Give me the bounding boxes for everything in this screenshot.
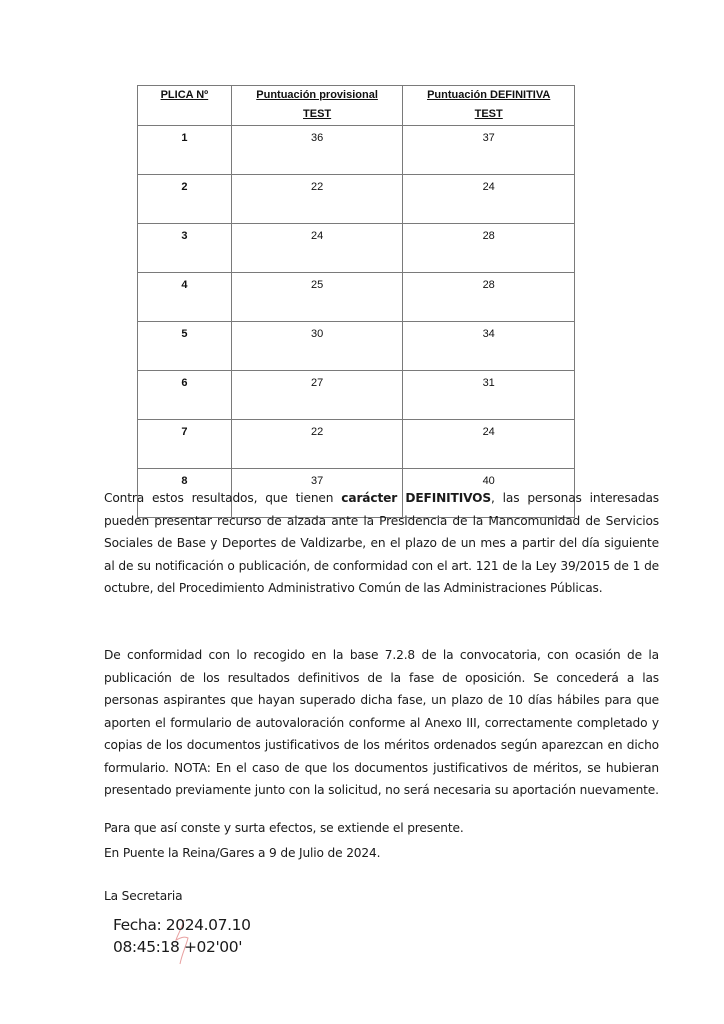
cell-definitiva: 31: [403, 371, 575, 420]
table-row: [138, 273, 575, 322]
table-row: [138, 126, 575, 175]
cell-provisional: 24: [231, 224, 403, 273]
cell-definitiva: 40: [403, 469, 575, 518]
header-definitiva: Puntuación DEFINITIVA TEST: [403, 86, 575, 126]
cell-plica: 6: [138, 371, 232, 420]
cell-provisional: 27: [231, 371, 403, 420]
cell-plica: 1: [138, 126, 232, 175]
digital-signature-stamp: [113, 914, 251, 958]
header-plica: PLICA Nº: [138, 86, 232, 126]
cell-plica: 2: [138, 175, 232, 224]
place-date-line: En Puente la Reina/Gares a 9 de Julio de 2024.: [104, 846, 381, 860]
signature-date: Fecha: 2024.07.10: [113, 916, 251, 934]
appeal-paragraph: Contra estos resultados, que tienen carácter DEFINITIVOS, las personas interesadas pueden presentar recurso de alzada ante la Presidencia de la Mancomunidad de Servicios Sociales de Base y Deportes de Valdizarbe, en el plazo de un mes a partir del día siguiente al de su notificación o publicación, de conformidad con el art. 121 de la Ley 39/2015 de 1 de octubre, del Procedimiento Administrativo Común de las Administraciones Públicas.: [104, 491, 659, 595]
table-row: [138, 224, 575, 273]
cell-plica: 3: [138, 224, 232, 273]
cell-plica: 8: [138, 469, 232, 518]
cell-provisional: 25: [231, 273, 403, 322]
definitive-emphasis: carácter DEFINITIVOS: [341, 491, 491, 505]
cell-definitiva: 28: [403, 224, 575, 273]
cell-plica: 4: [138, 273, 232, 322]
scores-table: [137, 85, 575, 518]
table-row: [138, 371, 575, 420]
cell-plica: 7: [138, 420, 232, 469]
cell-plica: 5: [138, 322, 232, 371]
cell-definitiva: 24: [403, 175, 575, 224]
table-header-row: [138, 86, 575, 126]
cell-definitiva: 34: [403, 322, 575, 371]
header-provisional: Puntuación provisional TEST: [231, 86, 403, 126]
cell-provisional: 30: [231, 322, 403, 371]
cell-definitiva: 37: [403, 126, 575, 175]
table-row: [138, 322, 575, 371]
merits-paragraph: De conformidad con lo recogido en la base 7.2.8 de la convocatoria, con ocasión de la publicación de los resultados definitivos de la fase de oposición. Se concederá a las personas aspirantes que hayan superado dicha fase, un plazo de 10 días hábiles para que aporten el formulario de autovaloración conforme al Anexo III, correctamente completado y copias de los documentos justificativos de los méritos ordenados según aparezcan en dicho formulario. NOTA: En el caso de que los documentos justificativos de méritos, se hubieran presentado previamente junto con la solicitud, no será necesaria su aportación nuevamente.: [104, 648, 659, 797]
closing-line: Para que así conste y surta efectos, se extiende el presente.: [104, 821, 464, 835]
signer-title: La Secretaria: [104, 889, 183, 903]
table-row: [138, 420, 575, 469]
cell-provisional: 22: [231, 175, 403, 224]
cell-definitiva: 24: [403, 420, 575, 469]
cell-definitiva: 28: [403, 273, 575, 322]
signature-time: 08:45:18 +02'00': [113, 938, 243, 956]
cell-provisional: 22: [231, 420, 403, 469]
cell-provisional: 37: [231, 469, 403, 518]
cell-provisional: 36: [231, 126, 403, 175]
table-row: [138, 175, 575, 224]
